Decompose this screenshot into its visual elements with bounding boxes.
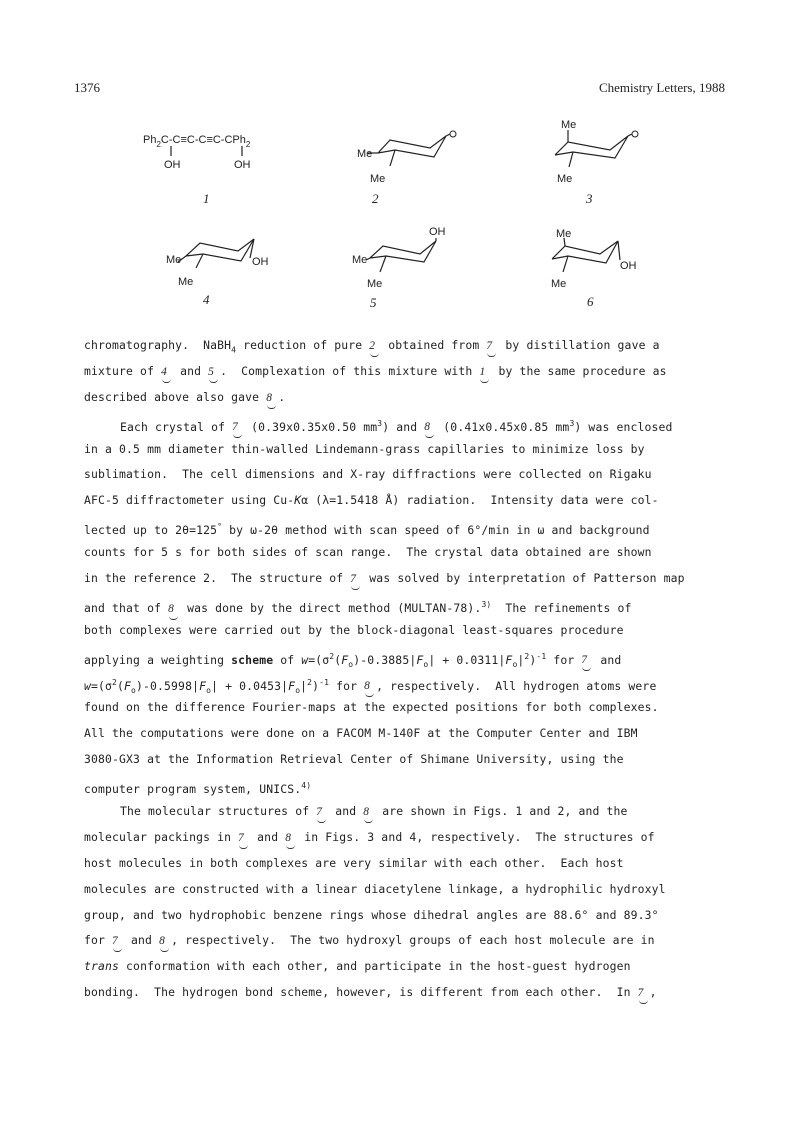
compound-6-number: 6: [587, 294, 594, 309]
p3-line-2: molecular packings in 7 and 8 in Figs. 3 and 4, respectively. The structures of: [84, 825, 724, 851]
p2-line-1: Each crystal of 7 (0.39x0.35x0.50 $mm^3$) and 8 (0.41x0.45x0.85 $mm^3$) was enclosed: [84, 411, 724, 437]
p2-line-3: sublimation. The cell dimensions and X-ray diffractions were collected on Rigaku: [84, 467, 652, 482]
compound-1-formula: $Ph_2C-C\equiv C-C\equiv C-CPh_2$: [143, 134, 251, 149]
p1-line-3: described above also gave 8 .: [84, 385, 724, 411]
compound-4: [166, 239, 269, 307]
compound-3-me-1: Me: [561, 119, 577, 131]
journal-title: Chemistry Letters, 1988: [598, 80, 725, 95]
compound-5-me-1: Me: [352, 254, 368, 266]
p2-line-7: in the reference 2. The structure of 7 was solved by interpretation of Patterson map: [84, 566, 724, 592]
compound-2: [357, 131, 456, 206]
p2-line-10: applying a weighting scheme of $w=(\sigma^2(F_o)-0.3885|F_o| + 0.0311|F_o|^2)^{-1}$ for 7 and: [84, 644, 724, 670]
p2-line-2: in a 0.5 mm diameter thin-walled Lindemann-grass capillaries to minimize loss by: [84, 441, 645, 456]
compound-1: [143, 134, 251, 206]
p1-line-1: chromatography. NaBH$_4$ reduction of pure 2 obtained from 7 by distillation gave a: [84, 333, 724, 359]
p3-line-8: bonding. The hydrogen bond scheme, however, is different from each other. In 7 ,: [84, 980, 724, 1006]
compound-5-me-2: Me: [367, 278, 383, 290]
compound-2-me-2: Me: [370, 173, 386, 185]
compound-3: [555, 119, 638, 206]
compound-4-me-1: Me: [166, 254, 182, 266]
p3-line-4: molecules are constructed with a linear diacetylene linkage, a hydrophilic hydroxyl: [84, 881, 666, 896]
p3-line-6: for 7 and 8 , respectively. The two hydroxyl groups of each host molecule are in: [84, 928, 724, 954]
p2-line-11: $w=(\sigma^2(F_o)-0.5998|F_o| + 0.0453|F_o|^2)^{-1}$ for 8 , respectively. All hydrogen atoms were: [84, 670, 724, 696]
p3-line-5: group, and two hydrophobic benzene rings whose dihedral angles are 88.6° and 89.3°: [84, 907, 659, 922]
page-number: 1376: [74, 80, 100, 95]
compound-6-oh: OH: [620, 260, 637, 272]
compound-1-number: 1: [203, 191, 210, 206]
compound-1-oh-left: OH: [164, 159, 181, 171]
compound-6-me-2: Me: [551, 278, 567, 290]
compound-6-me-1: Me: [556, 228, 572, 240]
compound-6: [551, 228, 637, 309]
compound-3-me-2: Me: [557, 173, 573, 185]
p2-line-14: 3080-GX3 at the Information Retrieval Center of Shimane University, using the: [84, 752, 624, 767]
compound-5: [352, 226, 446, 310]
compound-4-oh: OH: [252, 256, 269, 268]
p2-line-4: AFC-5 diffractometer using Cu-Kα (λ=1.5418 Å) radiation. Intensity data were col-: [84, 493, 659, 508]
structures-svg: [0, 110, 793, 320]
p3-line-3: host molecules in both complexes are very similar with each other. Each host: [84, 855, 624, 870]
compound-1-oh-right: OH: [234, 159, 251, 171]
compound-5-oh: OH: [429, 226, 446, 238]
p3-line-7: trans conformation with each other, and participate in the host-guest hydrogen: [84, 959, 631, 974]
compound-3-number: 3: [586, 191, 593, 206]
compound-2-number: 2: [372, 191, 379, 206]
chemical-structures-figure: [0, 110, 793, 320]
p2-line-8: and that of 8 was done by the direct method (MULTAN-78).$^{3)}$ The refinements of: [84, 592, 724, 618]
p2-line-15: computer program system, UNICS.$^{4)}$: [84, 781, 312, 796]
article-body: [84, 333, 724, 1006]
compound-5-number: 5: [370, 295, 377, 310]
compound-4-number: 4: [203, 292, 210, 307]
p2-line-6: counts for 5 s for both sides of scan range. The crystal data obtained are shown: [84, 545, 652, 560]
compound-4-me-2: Me: [178, 276, 194, 288]
p2-line-12: found on the difference Fourier-maps at the expected positions for both complexes.: [84, 700, 659, 715]
p2-line-5: lected up to 2θ=125° by ω-2θ method with scan speed of 6°/min in ω and background: [84, 522, 650, 538]
p2-line-13: All the computations were done on a FACOM M-140F at the Computer Center and IBM: [84, 726, 638, 741]
compound-2-me-1: Me: [357, 148, 373, 160]
p3-line-1: The molecular structures of 7 and 8 are shown in Figs. 1 and 2, and the: [84, 799, 724, 825]
p1-line-2: mixture of 4 and 5 . Complexation of this mixture with 1 by the same procedure as: [84, 359, 724, 385]
p2-line-9: both complexes were carried out by the block-diagonal least-squares procedure: [84, 622, 624, 637]
